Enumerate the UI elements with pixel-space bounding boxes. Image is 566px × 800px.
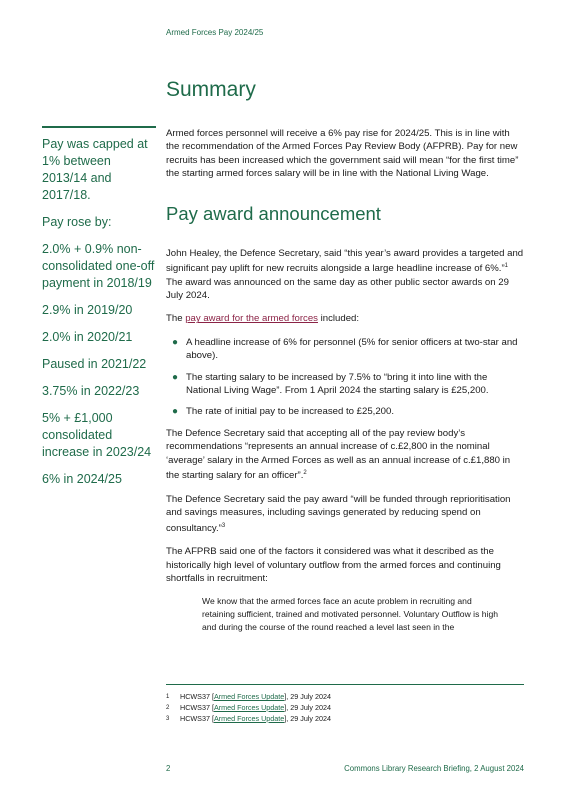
list-item: ● The starting salary to be increased by 7.5% to “bring it into line with the National Living Wage”. From 1 April 2024 the starting salary is £25,200. — [172, 371, 489, 397]
announcement-paragraph-3: The Defence Secretary said that accepting all of the pay review body’s recommendations “represents an annual increase of c.£2,800 in the nominal ‘average’ salary in the Armed Forces as well as an annual increase of c.£1,880 in the starting salary for an officer”.$^2$ — [166, 427, 511, 482]
announcement-heading: Pay award announcement — [166, 202, 381, 224]
armed-forces-update-link[interactable]: Armed Forces Update — [213, 692, 285, 701]
sidebar-item: 2.0% in 2020/21 — [42, 330, 133, 344]
afprb-quote: We know that the armed forces face an acute problem in recruiting and retaining sufficient, trained and motivated personnel. Voluntary Outflow is high and during the course of the round reached a level last seen in the — [202, 596, 499, 632]
sidebar-item: 2.9% in 2019/20 — [42, 303, 133, 317]
bullet-icon: ● — [172, 371, 179, 383]
sidebar-item: 3.75% in 2022/23 — [42, 384, 140, 398]
armed-forces-update-link[interactable]: Armed Forces Update — [213, 702, 285, 712]
pay-award-list — [166, 336, 524, 419]
footnote-ref-2[interactable]: 2 — [303, 470, 307, 477]
bullet-icon: ● — [172, 406, 179, 418]
summary-heading: Summary — [166, 78, 256, 101]
list-item: ● The rate of initial pay to be increased to £25,200. — [172, 406, 394, 418]
footnote: 3 HCWS37 [Armed Forces Update], 29 July 2024 — [166, 713, 332, 723]
sidebar-pay-history — [42, 126, 156, 498]
page-number: 2 — [166, 764, 171, 773]
sidebar-item: 2.0% + 0.9% non-consolidated one-off payment in 2018/19 — [42, 242, 155, 290]
sidebar-item: Pay rose by: — [42, 215, 112, 229]
announcement-paragraph-5: The AFPRB said one of the factors it considered was what it described as the historically high level of voluntary outflow from the armed forces and continuing shortfalls in recruitment: — [166, 546, 501, 584]
armed-forces-update-link[interactable]: Armed Forces Update — [213, 713, 285, 723]
announcement-paragraph-2: The pay award for the armed forces included: — [166, 313, 360, 325]
sidebar-item: Pay was capped at 1% between 2013/14 and 2017/18. — [42, 137, 148, 202]
footnote-ref-1[interactable]: 1 — [504, 263, 508, 270]
summary-paragraph: Armed forces personnel will receive a 6% pay rise for 2024/25. This is in line with the recommendation of the Armed Forces Pay Review Body (AFPRB). Pay for new recruits has been increased which the government said will mean “for the first time” the starting armed forces salary will be in line with the National Living Wage. — [166, 128, 519, 180]
footnote-ref-3[interactable]: 3 — [221, 522, 226, 529]
footnote-divider — [166, 684, 524, 685]
sidebar-item: Paused in 2021/22 — [42, 357, 147, 371]
announcement-paragraph-4: The Defence Secretary said the pay award “will be funded through reprioritisation and savings measures, including savings generated by reducing spend on consultancy.”$^3$ — [166, 493, 511, 534]
pay-award-link[interactable]: pay award for the armed forces — [185, 313, 318, 325]
sidebar-item: 6% in 2024/25 — [42, 472, 122, 486]
footnotes — [166, 692, 524, 724]
footnote: 1 HCWS37 [Armed Forces Update], 29 July 2024 — [166, 692, 332, 701]
briefing-footer: Commons Library Research Briefing, 2 August 2024 — [344, 764, 524, 773]
list-item: ● A headline increase of 6% for personnel (5% for senior officers at two-star and above). — [172, 336, 518, 362]
main-column — [166, 127, 524, 633]
sidebar-item: 5% + £1,000 consolidated increase in 2023/24 — [42, 411, 152, 459]
announcement-paragraph-1: John Healey, the Defence Secretary, said “this year’s award provides a targeted and significant pay uplift for new recruits alongside a large headline increase of 6%.”$^1$ The award was announced on the same day as other public sector awards on 29 July 2024. — [166, 247, 524, 302]
running-header: Armed Forces Pay 2024/25 — [166, 28, 264, 37]
bullet-icon: ● — [172, 336, 179, 348]
footnote: 2 HCWS37 [Armed Forces Update], 29 July 2024 — [166, 702, 332, 712]
